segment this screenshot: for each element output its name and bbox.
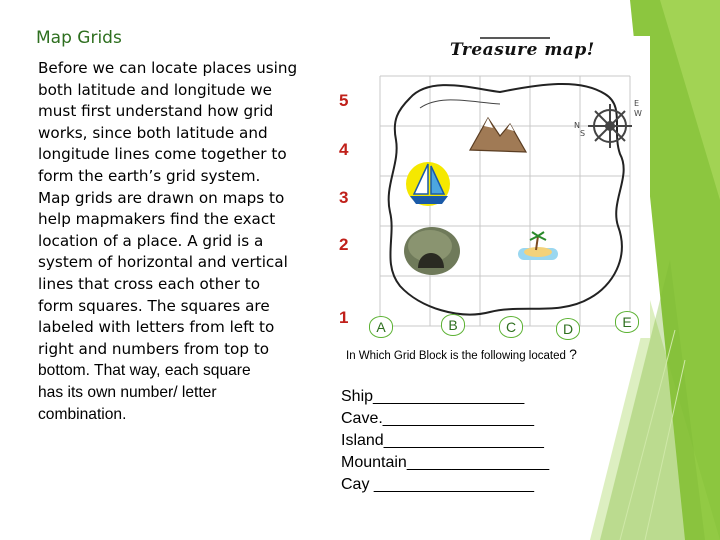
island-icon xyxy=(518,232,558,260)
quiz-answers xyxy=(341,386,549,496)
ship-wheel-icon xyxy=(588,104,632,148)
compass-letter-e: E xyxy=(634,99,640,108)
column-label-a: A xyxy=(369,316,393,338)
column-label-e: E xyxy=(615,311,639,333)
body-line: location of a place. A grid is a xyxy=(38,231,264,250)
quiz-item-ship: Ship_________________ xyxy=(341,388,525,405)
row-label-2: 2 xyxy=(339,235,349,254)
quiz-question-text: In Which Grid Block is the following located xyxy=(346,350,566,362)
mountain-icon xyxy=(470,118,526,152)
body-line: combination. xyxy=(38,405,127,423)
compass-letters xyxy=(574,99,642,138)
cave-icon xyxy=(404,227,460,275)
quiz-question xyxy=(346,346,577,362)
body-line: Before we can locate places using xyxy=(38,59,298,77)
column-label-b: B xyxy=(441,314,465,336)
quiz-item-cay: Cay __________________ xyxy=(341,476,535,493)
body-line: works, since both latitude and xyxy=(38,123,268,142)
body-line: Map grids are drawn on maps to xyxy=(38,188,285,207)
slide-title: Map Grids xyxy=(36,28,122,48)
compass-letter-w: W xyxy=(634,109,642,118)
row-label-1: 1 xyxy=(339,308,349,327)
map-title: Treasure map! xyxy=(450,40,595,60)
body-line: help mapmakers find the exact xyxy=(38,210,276,229)
sailboat-icon xyxy=(406,162,450,206)
map-drawing xyxy=(350,36,650,338)
quiz-item-island: Island__________________ xyxy=(341,432,544,449)
body-line: lines that cross each other to xyxy=(38,274,261,293)
treasure-map xyxy=(350,36,650,338)
body-text xyxy=(38,58,318,425)
row-label-4: 4 xyxy=(339,140,349,159)
body-line: system of horizontal and vertical xyxy=(38,253,288,272)
column-label-d: D xyxy=(556,318,580,340)
quiz-question-mark: ? xyxy=(569,346,577,362)
row-label-3: 3 xyxy=(339,188,349,207)
body-line: must first understand how grid xyxy=(38,102,274,121)
compass-letter-s: S xyxy=(580,129,586,138)
compass-letter-n: N xyxy=(574,121,580,130)
body-line: both latitude and longitude we xyxy=(38,80,272,99)
body-line: right and numbers from top to xyxy=(38,339,270,358)
body-line: labeled with letters from left to xyxy=(38,318,275,337)
row-label-5: 5 xyxy=(339,91,349,110)
body-line: form squares. The squares are xyxy=(38,296,270,315)
body-line: form the earth’s grid system. xyxy=(38,166,261,185)
column-label-c: C xyxy=(499,316,523,338)
quiz-item-mountain: Mountain________________ xyxy=(341,454,550,471)
body-line: has its own number/ letter xyxy=(38,383,217,401)
quiz-item-cave: Cave._________________ xyxy=(341,410,535,427)
body-line: longitude lines come together to xyxy=(38,145,287,164)
body-line: bottom. That way, each square xyxy=(38,362,251,380)
